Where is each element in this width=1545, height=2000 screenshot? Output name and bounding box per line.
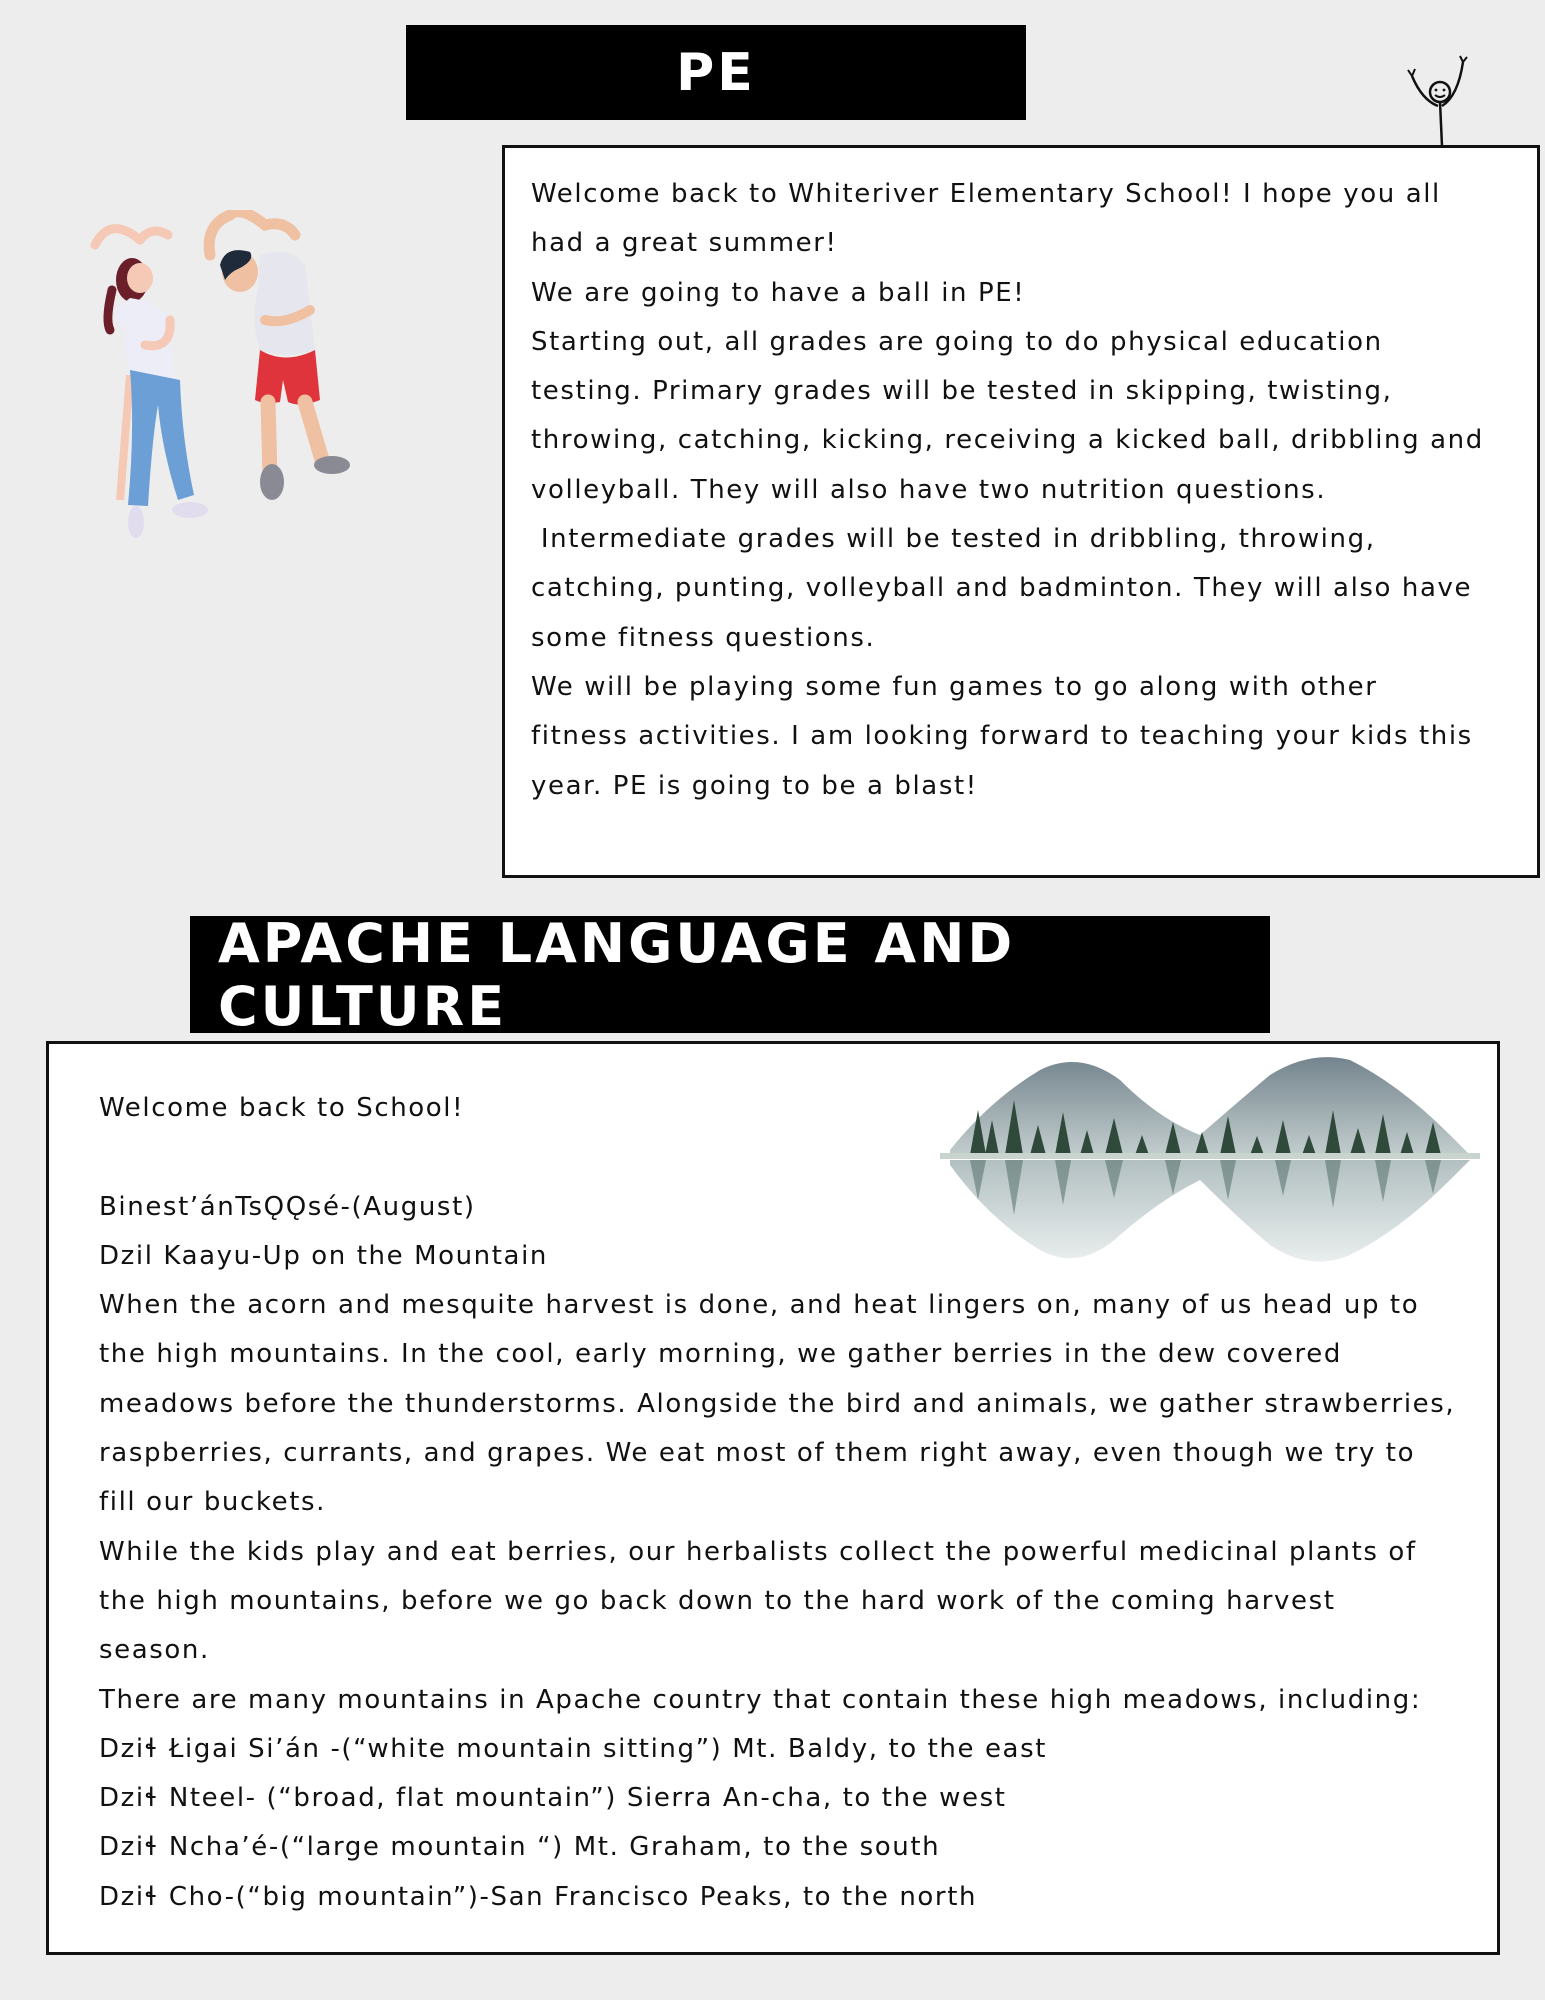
- pe-line: fitness activities. I am looking forward to teaching your kids this: [531, 721, 1473, 752]
- pe-line: testing. Primary grades will be tested in skipping, twisting,: [531, 376, 1393, 407]
- apache-line: meadows before the thunderstorms. Alongside the bird and animals, we gather strawberries,: [99, 1388, 1456, 1419]
- pe-text-box: [502, 145, 1540, 878]
- apache-line: the high mountains, before we go back down to the hard work of the coming harvest: [99, 1585, 1336, 1616]
- apache-line: Dziɬ Cho-(“big mountain”)-San Francisco Peaks, to the north: [99, 1881, 978, 1912]
- apache-greeting: Welcome back to School!: [99, 1093, 465, 1123]
- apache-line: Dziɬ Nteel- (“broad, flat mountain”) Sierra An-cha, to the west: [99, 1783, 1007, 1814]
- pe-line: year. PE is going to be a blast!: [531, 770, 978, 801]
- apache-subtitle: Dzil Kaayu-Up on the Mountain: [99, 1240, 548, 1271]
- boy-figure: [209, 212, 350, 500]
- pe-line: catching, punting, volleyball and badminton. They will also have: [531, 573, 1473, 604]
- pe-line: volleyball. They will also have two nutrition questions.: [531, 474, 1327, 505]
- pe-line: Intermediate grades will be tested in dribbling, throwing,: [531, 524, 1376, 555]
- apache-line: When the acorn and mesquite harvest is done, and heat lingers on, many of us head up to: [99, 1290, 1420, 1321]
- apache-line: Dziɬ Łigai Si’án -(“white mountain sitting”) Mt. Baldy, to the east: [99, 1733, 1048, 1764]
- apache-line: raspberries, currants, and grapes. We eat most of them right away, even though we try to: [99, 1438, 1416, 1469]
- apache-line: season.: [99, 1635, 210, 1666]
- apache-line: the high mountains. In the cool, early morning, we gather berries in the dew covered: [99, 1339, 1342, 1370]
- stretching-people-illustration: [90, 210, 400, 555]
- girl-figure: [95, 229, 208, 538]
- apache-month: Binest’ánTsǪǪsé-(August): [99, 1191, 476, 1222]
- pe-line: We will be playing some fun games to go along with other: [531, 671, 1378, 702]
- mountain-lake-illustration: [930, 1040, 1490, 1280]
- apache-heading: APACHE LANGUAGE AND CULTURE: [190, 916, 1270, 1033]
- pe-line: had a great summer!: [531, 228, 838, 259]
- apache-line: There are many mountains in Apache country that contain these high meadows, including:: [99, 1684, 1422, 1715]
- apache-line: While the kids play and eat berries, our herbalists collect the powerful medicinal plants of: [99, 1536, 1417, 1567]
- pe-line: throwing, catching, kicking, receiving a kicked ball, dribbling and: [531, 425, 1484, 456]
- pe-line: some fitness questions.: [531, 622, 876, 653]
- apache-line: Dziɬ Ncha’é-(“large mountain “) Mt. Graham, to the south: [99, 1832, 941, 1863]
- pe-line: We are going to have a ball in PE!: [531, 277, 1026, 308]
- pe-heading: PE: [406, 25, 1026, 120]
- stick-figure-icon: [1400, 52, 1480, 148]
- pe-line: Welcome back to Whiteriver Elementary School! I hope you all: [531, 179, 1441, 209]
- pe-line: Starting out, all grades are going to do physical education: [531, 326, 1383, 357]
- apache-line: fill our buckets.: [99, 1487, 327, 1518]
